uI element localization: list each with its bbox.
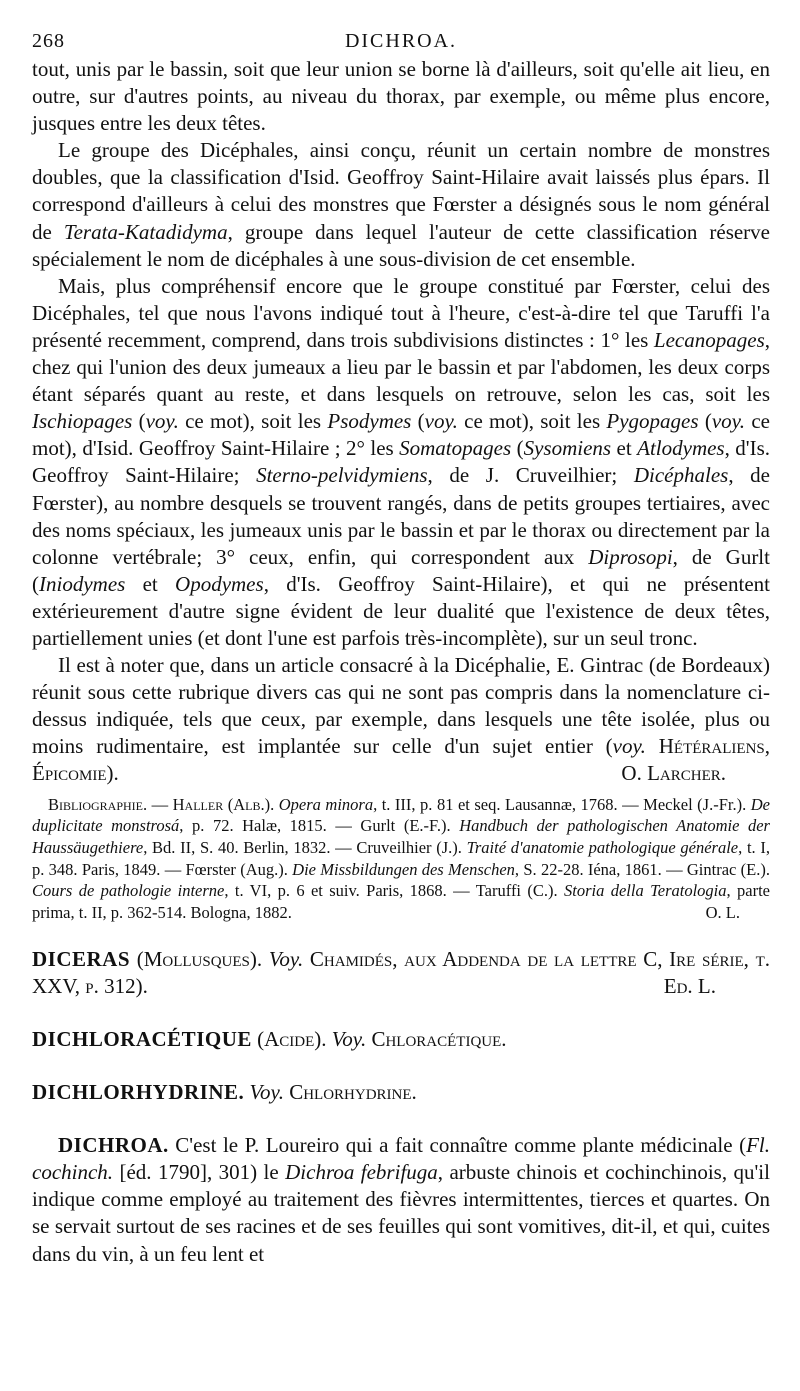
bibliography <box>32 794 770 924</box>
text: ( <box>411 409 425 434</box>
text: , t. III, p. 81 et seq. Lausannæ, 1768. — Meckel (J.-Fr.). <box>373 794 751 814</box>
term: Dichroa febrifuga <box>285 1160 438 1185</box>
text: Chlorhydrine. <box>283 1080 417 1105</box>
headword: DICHLORHYDRINE. <box>32 1080 245 1105</box>
text: Hétéraliens, Épicomie). <box>32 734 770 786</box>
author-signature: O. Larcher. <box>621 761 726 786</box>
entry-dichlorhydrine <box>32 1079 770 1106</box>
bibliography-signature: O. L. <box>705 903 740 923</box>
headword: DICERAS <box>32 946 131 971</box>
text: Il est à noter que, dans un article consacré à la Dicéphalie, E. Gintrac (de Bordeaux) réunit sous cette rubrique divers cas qui ne sont pas compris dans la nomenclature ci-dessus indiquée, tels que ceux, par exemple, dans lesquels une tête isolée, plus ou moins rudimentaire, est implantée sur celle d'un sujet entier ( <box>32 653 770 759</box>
text: , t. I, p. 348. Paris, 1849. — Fœrster (Aug.). <box>32 837 770 879</box>
term: Somatopages <box>399 436 512 461</box>
text: (Acide). <box>251 1026 332 1051</box>
text: ( <box>132 409 146 434</box>
paragraph-2 <box>32 137 770 272</box>
text: , d'Is. Geoffroy Saint-Hilaire), et qui ne présentent extérieurement d'autre signe évident de leur dualité que l'existence de deux têtes, partiellement unies (et dont l'une est parfois très-incomplète), sur un seul tronc. <box>32 571 770 650</box>
title: Die Missbildungen des Menschen <box>292 859 515 879</box>
text: Chamidés, aux Addenda de la lettre C, Ire série, t. XXV, p. 312). <box>32 946 770 998</box>
headword: DICHROA. <box>58 1133 169 1158</box>
entry-dichroa <box>32 1132 770 1267</box>
term: voy. <box>612 734 646 759</box>
term: Psodymes <box>327 409 412 434</box>
text: et <box>125 571 176 596</box>
term: Dicéphales <box>633 463 729 488</box>
text: , d'Is. Geoffroy Saint-Hilaire; <box>32 436 770 488</box>
term: Ischiopages <box>32 409 133 434</box>
text: , groupe dans lequel l'auteur de cette classification réserve spécialement le nom de dicéphales à une sous-division de cet ensemble. <box>32 219 770 271</box>
text: , p. 72. Halæ, 1815. — Gurlt (E.-F.). <box>179 816 460 836</box>
text: (Mollusques). <box>130 946 269 971</box>
text: , de Gurlt ( <box>32 544 770 596</box>
voy: Voy. <box>268 946 304 971</box>
title: Traité d'anatomie pathologique générale <box>466 837 739 857</box>
title: Handbuch der pathologischen Anatomie der Haussäugethiere <box>32 816 770 857</box>
term: Atlodymes <box>637 436 725 461</box>
term: Opodymes <box>175 571 264 596</box>
term: Pygopages <box>606 409 699 434</box>
text: Le groupe des Dicéphales, ainsi conçu, réunit un certain nombre de monstres doubles, que la classification d'Isid. Geoffroy Saint-Hilaire avait laissés plus épars. Il correspond d'ailleurs à celui des monstres que Fœrster a désignés sous le nom général de <box>32 138 770 244</box>
paragraph-3 <box>32 273 770 652</box>
page-number: 268 <box>32 30 65 52</box>
text: et <box>611 436 638 461</box>
term: Lecanopages <box>653 327 765 352</box>
entry-signature: Ed. L. <box>663 973 716 998</box>
term: voy. <box>145 409 179 434</box>
paragraph-1: tout, unis par le bassin, soit que leur union se borne là d'ailleurs, soit qu'elle ait lieu, en outre, sur d'autres points, au niveau du thorax, par exemple, ou même plus encore, jusques entre les deux têtes. <box>32 57 770 136</box>
title: Cours de pathologie interne <box>32 881 225 901</box>
text: , de Fœrster), au nombre desquels se trouvent rangés, dans de petits groupes tertiaires, avec des noms spéciaux, les jumeaux unis par le bassin et par le thorax ou directement par la colonne vertébrale; 3° ceux, enfin, qui correspondent aux <box>32 463 771 569</box>
text: , Bd. II, S. 40. Berlin, 1832. — Cruveilhier (J.). <box>143 837 467 857</box>
headword: DICHLORACÉTIQUE <box>32 1026 252 1051</box>
term: Fl. cochinch. <box>32 1133 770 1185</box>
article-body <box>32 56 770 788</box>
term: Iniodymes <box>39 571 126 596</box>
text: , chez qui l'union des deux jumeaux a lieu par le bassin et par l'abdomen, les deux corps étant séparés quant au reste, et dans lesquels on retrouve, selon les cas, soit les <box>32 327 770 407</box>
text: , arbuste chinois et cochinchinois, qu'il indique comme employé au traitement des fièvres intermittentes, tierces et quartes. On se servait surtout de ses racines et de ses feuilles qui sont vomitives, dit-il, et qui, cuites dans du vin, à un feu lent et <box>32 1160 770 1266</box>
bibliography-text <box>32 794 770 924</box>
text: C'est le P. Loureiro qui a fait connaître comme plante médicinale ( <box>168 1133 747 1158</box>
text: , parte prima, t. II, p. 362-514. Bologna, 1882. <box>32 881 770 923</box>
title: Opera minora <box>278 794 374 814</box>
text: [éd. 1790], 301) le <box>113 1160 286 1185</box>
term: Sysomiens <box>523 436 612 461</box>
entry-diceras <box>32 946 770 1000</box>
term: voy. <box>711 409 746 434</box>
text: ce mot), d'Isid. Geoffroy Saint-Hilaire ; 2° les <box>32 409 770 461</box>
voy: Voy. <box>331 1026 367 1051</box>
text: ce mot), soit les <box>178 409 328 434</box>
entry-dichloracetique <box>32 1026 770 1053</box>
text: , S. 22-28. Iéna, 1861. — Gintrac (E.). <box>514 859 770 879</box>
text: Mais, plus compréhensif encore que le groupe constitué par Fœrster, celui des Dicéphales, tel que nous l'avons indiqué tout à l'heure, c'est-à-dire tel que Taruffi l'a présenté recemment, comprend, dans trois subdivisions distinctes : 1° les <box>32 273 770 352</box>
term: Sterno-pelvidymiens <box>256 463 428 488</box>
running-title: DICHROA. <box>344 30 458 52</box>
text: Chloracétique. <box>366 1026 507 1051</box>
term-terata: Terata-Katadidyma <box>63 219 228 244</box>
title: Storia della Teratologia <box>564 881 727 901</box>
text: , t. VI, p. 6 et suiv. Paris, 1868. — Taruffi (C.). <box>224 881 565 901</box>
term: voy. <box>424 409 458 434</box>
running-header <box>32 26 770 56</box>
paragraph-4 <box>32 652 770 787</box>
text: ( <box>511 436 524 461</box>
text: Bibliographie. — Haller (Alb.). <box>48 794 279 814</box>
voy: Voy. <box>249 1080 284 1105</box>
text: , de J. Cruveilhier; <box>427 463 634 488</box>
text: ce mot), soit les <box>457 409 607 434</box>
title: De duplicitate monstrosá <box>32 794 770 836</box>
term: Diprosopi <box>588 544 673 569</box>
text: ( <box>698 409 712 434</box>
